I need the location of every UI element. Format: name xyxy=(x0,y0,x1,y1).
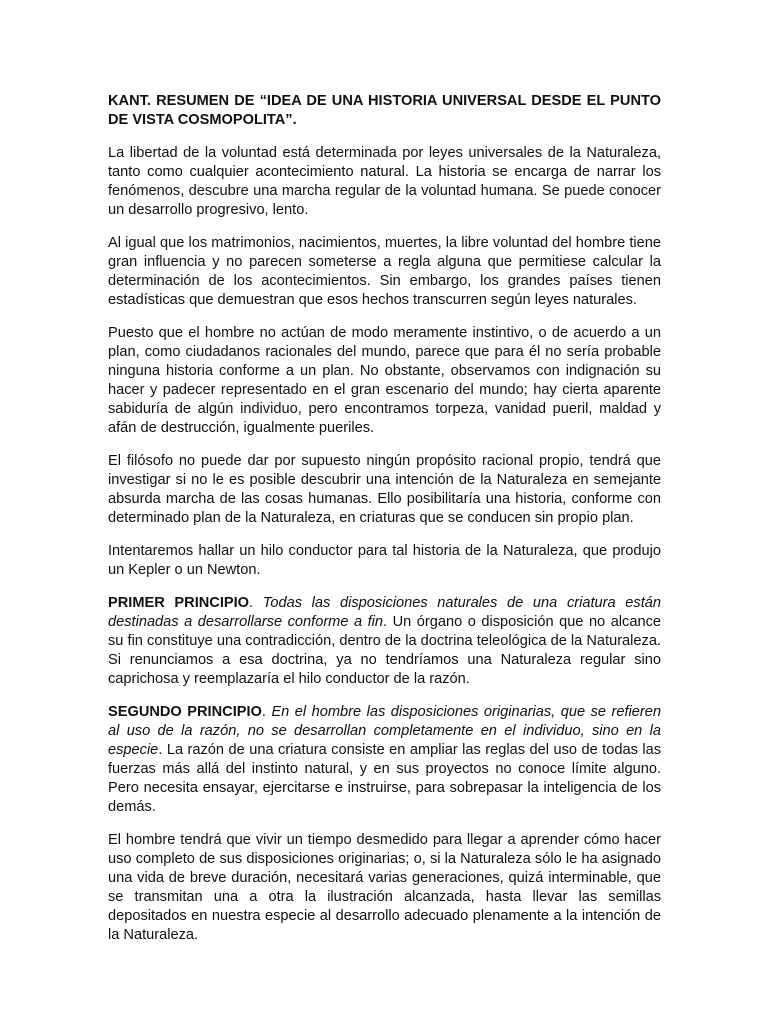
second-principle-label: SEGUNDO PRINCIPIO xyxy=(108,704,262,720)
paragraph-1: La libertad de la voluntad está determinada por leyes universales de la Naturaleza, tanto como cualquier acontecimiento natural. La historia se encarga de narrar los fenómenos, descubre una marcha regular de la voluntad humana. Se puede conocer un desarrollo progresivo, lento. xyxy=(108,145,661,218)
paragraph-second-principle xyxy=(108,703,661,817)
first-principle-label: PRIMER PRINCIPIO xyxy=(108,595,250,611)
paragraph-8: El hombre tendrá que vivir un tiempo desmedido para llegar a aprender cómo hacer uso completo de sus disposiciones originarias; o, si la Naturaleza sólo le ha asignado una vida de breve duración, necesitará varias generaciones, quizá interminable, que se transmitan una a otra la ilustración alcanzada, hasta llevar las semillas depositados en nuestra especie al desarrollo adecuado plenamente a la intención de la Naturaleza. xyxy=(108,832,661,943)
second-principle-separator: . xyxy=(261,704,272,720)
document-title: KANT. RESUMEN DE “IDEA DE UNA HISTORIA UNIVERSAL DESDE EL PUNTO DE VISTA COSMOPOLITA”. xyxy=(108,93,661,128)
first-principle-explanation: . Un órgano o disposición que no alcance su fin constituye una contradicción, dentro de la doctrina teleológica de la Naturaleza. Si renunciamos a esa doctrina, ya no tendríamos una Naturaleza regular sino caprichosa y reemplazaría el hilo conductor de la razón. xyxy=(108,614,661,687)
first-principle-separator: . xyxy=(249,595,263,611)
paragraph-3: Puesto que el hombre no actúan de modo meramente instintivo, o de acuerdo a un plan, como ciudadanos racionales del mundo, parece que para él no sería probable ninguna historia conforme a un plan. No obstante, observamos con indignación su hacer y padecer representado en el gran escenario del mundo; hay cierta aparente sabiduría de algún individuo, pero encontramos torpeza, vanidad pueril, maldad y afán de destrucción, igualmente pueriles. xyxy=(108,325,661,436)
second-principle-statement: En el hombre las disposiciones originarias, que se refieren al uso de la razón, no se desarrollan completamente en el individuo, sino en la especie xyxy=(108,704,661,758)
document-page xyxy=(108,92,661,959)
paragraph-5: Intentaremos hallar un hilo conductor para tal historia de la Naturaleza, que produjo un Kepler o un Newton. xyxy=(108,543,661,578)
second-principle-explanation: . La razón de una criatura consiste en ampliar las reglas del uso de todas las fuerzas más allá del instinto natural, y en sus proyectos no conoce límite alguno. Pero necesita ensayar, ejercitarse e instruirse, para sobrepasar la inteligencia de los demás. xyxy=(108,742,661,815)
paragraph-first-principle xyxy=(108,594,661,689)
paragraph-4: El filósofo no puede dar por supuesto ningún propósito racional propio, tendrá que investigar si no le es posible descubrir una intención de la Naturaleza en semejante absurda marcha de las cosas humanas. Ello posibilitaría una historia, conforme con determinado plan de la Naturaleza, en criaturas que se conducen sin propio plan. xyxy=(108,453,661,526)
first-principle-statement: Todas las disposiciones naturales de una criatura están destinadas a desarrollarse conforme a fin xyxy=(108,595,661,630)
paragraph-2: Al igual que los matrimonios, nacimientos, muertes, la libre voluntad del hombre tiene gran influencia y no parecen someterse a regla alguna que permitiese calcular la determinación de los acontecimientos. Sin embargo, los grandes países tienen estadísticas que demuestran que esos hechos transcurren según leyes naturales. xyxy=(108,235,661,308)
